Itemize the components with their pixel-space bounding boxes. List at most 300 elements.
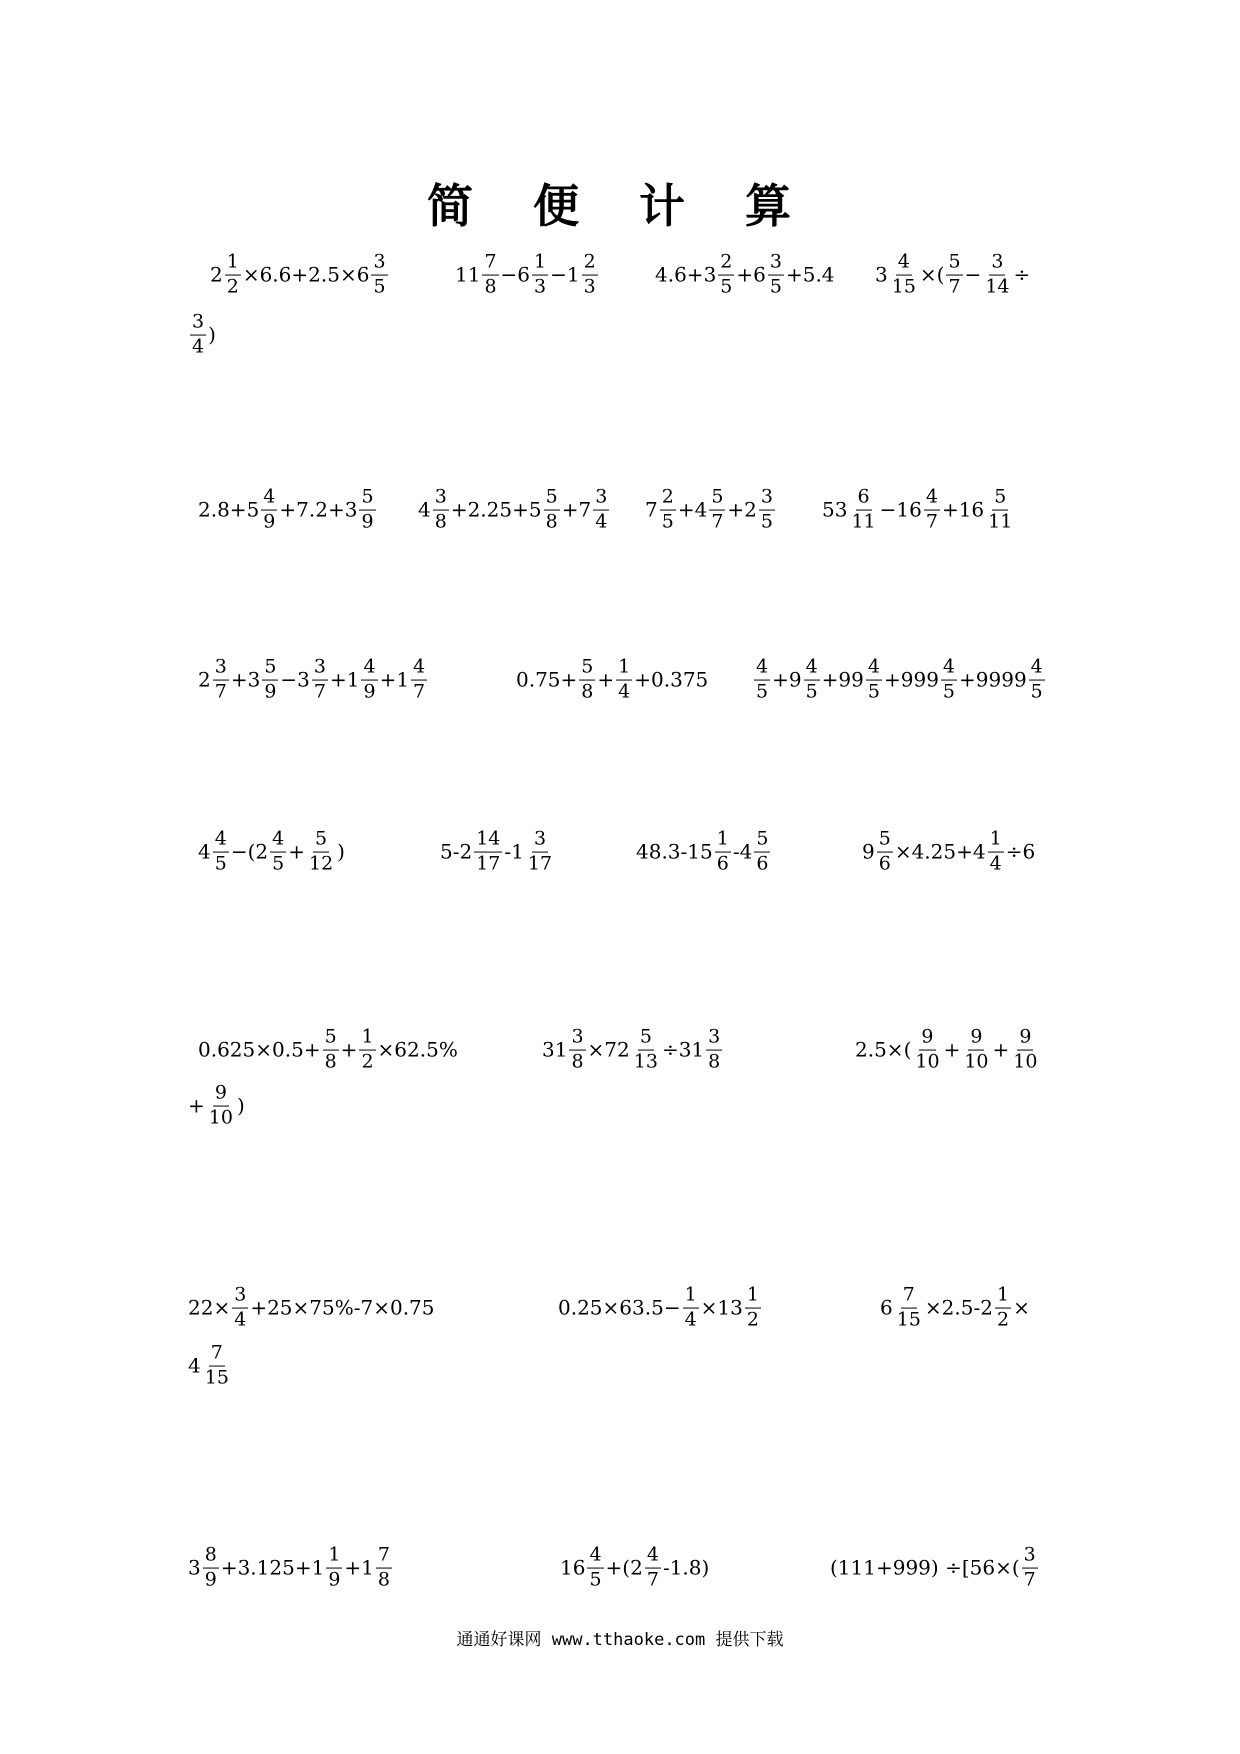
expression-text: ÷: [1013, 263, 1031, 287]
numerator: 4: [896, 253, 912, 276]
expression-text: -4: [732, 840, 753, 864]
numerator: 5: [992, 488, 1008, 511]
fraction: [877, 827, 893, 875]
expression-text: +(2: [605, 1556, 643, 1580]
denominator: 6: [756, 852, 769, 875]
denominator: 6: [878, 852, 891, 875]
numerator: 3: [433, 488, 449, 511]
problem: [198, 655, 429, 703]
numerator: 9: [919, 1028, 935, 1051]
numerator: 9: [213, 1084, 229, 1107]
denominator: 7: [1023, 1568, 1036, 1591]
fraction: [706, 1025, 722, 1073]
denominator: 8: [324, 1050, 337, 1073]
fraction: [616, 655, 632, 703]
numerator: 8: [203, 1546, 219, 1569]
fraction: [709, 485, 725, 533]
expression-text: +: [340, 1038, 358, 1062]
fraction: [323, 1025, 339, 1073]
fraction: [1011, 1025, 1039, 1073]
denominator: 17: [476, 852, 501, 875]
footer-text: 通通好课网 www.tthaoke.com 提供下载: [456, 1630, 784, 1650]
denominator: 5: [661, 510, 674, 533]
fraction: [745, 1283, 761, 1331]
problem: [875, 250, 1031, 298]
denominator: 3: [583, 275, 596, 298]
denominator: 2: [746, 1308, 759, 1331]
denominator: 17: [527, 852, 553, 875]
numerator: 3: [190, 313, 206, 336]
fraction: [986, 485, 1014, 533]
numerator: 3: [593, 488, 609, 511]
fraction: [632, 1025, 660, 1073]
numerator: 5: [638, 1028, 654, 1051]
denominator: 5: [720, 275, 733, 298]
mixed-number: [560, 1543, 606, 1591]
fraction: [203, 1543, 219, 1591]
denominator: 8: [377, 1568, 390, 1591]
expression-text: ×4.25+4: [894, 840, 986, 864]
expression-text: 0.75+: [516, 668, 578, 692]
problem: [198, 485, 378, 533]
expression-text: +9: [772, 668, 802, 692]
expression-text: ×13: [700, 1296, 743, 1320]
mixed-number: [188, 1543, 221, 1591]
page-title: 简 便 计 算: [426, 179, 814, 233]
problem: [880, 1283, 1030, 1331]
whole-part: 7: [645, 498, 658, 522]
expression-text: +16: [941, 498, 985, 522]
numerator: 9: [968, 1028, 984, 1051]
denominator: 2: [226, 275, 239, 298]
expression-text: 48.3-15: [636, 840, 713, 864]
numerator: 1: [532, 253, 548, 276]
expression-text: +: [943, 1038, 961, 1062]
fraction: [526, 827, 554, 875]
mixed-number: [188, 1341, 233, 1389]
numerator: 5: [262, 658, 278, 681]
expression-text: 2.8+5: [198, 498, 260, 522]
problem: [188, 1341, 233, 1389]
whole-part: 16: [560, 1556, 586, 1580]
mixed-number: [880, 1283, 925, 1331]
numerator: 4: [866, 658, 882, 681]
mixed-number: [542, 1025, 588, 1073]
expression-text: +9999: [959, 668, 1027, 692]
numerator: 2: [582, 253, 598, 276]
numerator: 6: [856, 488, 872, 511]
expression-text: +99: [821, 668, 864, 692]
numerator: 5: [359, 488, 375, 511]
expression-text: +1: [344, 1556, 374, 1580]
fraction: [866, 655, 882, 703]
expression-text: +: [288, 840, 305, 864]
problem: [855, 1025, 1041, 1073]
problem: [830, 1543, 1040, 1591]
denominator: 5: [756, 680, 769, 703]
numerator: 4: [754, 658, 770, 681]
denominator: 14: [985, 275, 1010, 298]
numerator: 5: [754, 830, 770, 853]
denominator: 7: [214, 680, 227, 703]
numerator: 5: [313, 830, 329, 853]
fraction: [645, 1543, 661, 1591]
numerator: 5: [877, 830, 893, 853]
expression-text: +0.375: [634, 668, 709, 692]
fraction: [1029, 655, 1045, 703]
expression-text: +: [188, 1094, 205, 1118]
fraction: [759, 485, 775, 533]
numerator: 5: [323, 1028, 339, 1051]
denominator: 8: [708, 1050, 721, 1073]
numerator: 1: [745, 1286, 761, 1309]
denominator: 10: [964, 1050, 989, 1073]
expression-text: −16: [879, 498, 922, 522]
numerator: 7: [482, 253, 498, 276]
denominator: 5: [373, 275, 386, 298]
problem: [822, 485, 1016, 533]
denominator: 4: [234, 1308, 247, 1331]
expression-text: -1: [504, 840, 524, 864]
fraction: [804, 655, 820, 703]
problem: [542, 1025, 724, 1073]
denominator: 13: [633, 1050, 658, 1073]
fraction: [326, 1543, 342, 1591]
expression-text: ): [236, 1094, 245, 1118]
denominator: 4: [618, 680, 631, 703]
numerator: 1: [683, 1286, 699, 1309]
fraction: [207, 1081, 235, 1129]
mixed-number: [862, 827, 895, 875]
expression-text: ): [337, 840, 345, 864]
expression-text: −: [964, 263, 982, 287]
fraction: [433, 485, 449, 533]
expression-text: +: [992, 1038, 1010, 1062]
whole-part: 4: [198, 840, 211, 864]
problem: [210, 250, 390, 298]
denominator: 5: [589, 1568, 602, 1591]
problem: [636, 827, 772, 875]
expression-text: +1: [329, 668, 360, 692]
expression-text: +: [597, 668, 615, 692]
numerator: 2: [718, 253, 734, 276]
denominator: 4: [595, 510, 608, 533]
numerator: 1: [359, 1028, 375, 1051]
fraction: [232, 1283, 248, 1331]
mixed-number: [455, 250, 501, 298]
numerator: 5: [709, 488, 725, 511]
expression-text: +1: [379, 668, 410, 692]
expression-text: +2.25+5: [450, 498, 542, 522]
numerator: 4: [804, 658, 820, 681]
fraction: [262, 655, 278, 703]
mixed-number: [418, 485, 451, 533]
numerator: 1: [995, 1286, 1011, 1309]
numerator: 5: [946, 253, 962, 276]
numerator: 3: [989, 253, 1005, 276]
numerator: 1: [225, 253, 241, 276]
expression-text: ×72: [587, 1038, 630, 1062]
numerator: 1: [616, 658, 632, 681]
whole-part: 31: [542, 1038, 568, 1062]
fraction: [411, 655, 427, 703]
numerator: 4: [270, 830, 286, 853]
fraction: [361, 655, 377, 703]
numerator: 5: [579, 658, 595, 681]
denominator: 11: [851, 510, 876, 533]
expression-text: +3: [230, 668, 261, 692]
expression-text: ×(: [919, 263, 945, 287]
fraction: [225, 250, 241, 298]
expression-text: ×6.6+2.5×6: [242, 263, 370, 287]
whole-part: 3: [875, 263, 888, 287]
fraction: [995, 1283, 1011, 1331]
fraction: [983, 250, 1011, 298]
numerator: 1: [988, 830, 1004, 853]
denominator: 8: [434, 510, 447, 533]
problem: [418, 485, 611, 533]
expression-text: ×62.5%: [377, 1038, 458, 1062]
fraction: [261, 485, 277, 533]
denominator: 7: [313, 680, 326, 703]
denominator: 5: [769, 275, 782, 298]
whole-part: 2: [210, 263, 223, 287]
whole-part: 3: [188, 1556, 201, 1580]
fraction: [913, 1025, 941, 1073]
fraction: [988, 827, 1004, 875]
fraction: [715, 827, 731, 875]
denominator: 6: [716, 852, 729, 875]
fraction: [312, 655, 328, 703]
denominator: 15: [896, 1308, 921, 1331]
numerator: 3: [768, 253, 784, 276]
denominator: 4: [684, 1308, 697, 1331]
expression-text: 4.6+3: [655, 263, 717, 287]
fraction: [587, 1543, 603, 1591]
numerator: 4: [941, 658, 957, 681]
expression-text: (111+999) ÷[56×(: [830, 1556, 1020, 1580]
fraction: [270, 827, 286, 875]
problem: [862, 827, 1036, 875]
problem: [198, 1025, 458, 1073]
denominator: 5: [1030, 680, 1043, 703]
numerator: 4: [261, 488, 277, 511]
denominator: 8: [581, 680, 594, 703]
expression-text: 2.5×(: [855, 1038, 912, 1062]
denominator: 5: [272, 852, 285, 875]
denominator: 2: [996, 1308, 1010, 1331]
fraction: [768, 250, 784, 298]
denominator: 7: [646, 1568, 659, 1591]
expression-text: 22×: [188, 1296, 231, 1320]
denominator: 3: [534, 275, 547, 298]
expression-text: +7.2+3: [279, 498, 358, 522]
denominator: 4: [989, 852, 1002, 875]
problem: [752, 655, 1047, 703]
denominator: 8: [545, 510, 558, 533]
problem: [188, 310, 216, 358]
expression-text: 0.25×63.5−: [558, 1296, 681, 1320]
fraction: [754, 655, 770, 703]
numerator: 1: [326, 1546, 342, 1569]
fraction: [190, 310, 206, 358]
fraction: [359, 1025, 375, 1073]
fraction: [532, 250, 548, 298]
expression-text: -1.8): [662, 1556, 710, 1580]
numerator: 3: [371, 253, 387, 276]
denominator: 4: [192, 335, 205, 358]
mixed-number: [210, 250, 243, 298]
mixed-number: [645, 485, 678, 533]
fraction: [890, 250, 918, 298]
denominator: 9: [264, 680, 277, 703]
denominator: 15: [891, 275, 916, 298]
expression-text: ×2.5-2: [924, 1296, 993, 1320]
fraction: [849, 485, 877, 533]
expression-text: +6: [736, 263, 766, 287]
whole-part: 9: [862, 840, 875, 864]
fraction: [582, 250, 598, 298]
problem: [188, 1081, 245, 1129]
denominator: 10: [915, 1050, 940, 1073]
mixed-number: [198, 655, 231, 703]
expression-text: 5-2: [440, 840, 473, 864]
numerator: 7: [901, 1286, 917, 1309]
denominator: 5: [942, 680, 956, 703]
mixed-number: [875, 250, 920, 298]
numerator: 4: [361, 658, 377, 681]
fraction: [941, 655, 957, 703]
numerator: 4: [1029, 658, 1045, 681]
problem: [516, 655, 709, 703]
whole-part: 6: [880, 1296, 893, 1320]
numerator: 1: [715, 830, 731, 853]
denominator: 12: [308, 852, 334, 875]
fraction: [895, 1283, 923, 1331]
numerator: 7: [376, 1546, 392, 1569]
fraction: [203, 1341, 231, 1389]
problem: [188, 1283, 435, 1331]
expression-text: ): [208, 323, 216, 347]
denominator: 7: [413, 680, 426, 703]
denominator: 9: [204, 1568, 217, 1591]
problem: [558, 1283, 763, 1331]
denominator: 9: [361, 510, 374, 533]
fraction: [482, 250, 498, 298]
whole-part: 4: [188, 1354, 201, 1378]
expression-text: +25×75%-7×0.75: [250, 1296, 435, 1320]
denominator: 5: [214, 852, 227, 875]
fraction: [359, 485, 375, 533]
denominator: 11: [988, 510, 1013, 533]
fraction: [593, 485, 609, 533]
numerator: 3: [232, 1286, 248, 1309]
numerator: 14: [474, 830, 502, 853]
fraction: [544, 485, 560, 533]
mixed-number: [822, 485, 880, 533]
problem: [645, 485, 777, 533]
denominator: 9: [263, 510, 276, 533]
denominator: 8: [571, 1050, 584, 1073]
expression-text: −6: [500, 263, 531, 287]
fraction: [946, 250, 962, 298]
whole-part: 53: [822, 498, 848, 522]
problem: [560, 1543, 710, 1591]
problem: [198, 827, 345, 875]
expression-text: ×: [1013, 1296, 1030, 1320]
fraction: [213, 655, 229, 703]
expression-text: ÷31: [661, 1038, 705, 1062]
denominator: 10: [1013, 1050, 1038, 1073]
whole-part: 11: [455, 263, 481, 287]
numerator: 3: [213, 658, 229, 681]
fraction: [962, 1025, 990, 1073]
numerator: 4: [924, 488, 940, 511]
fraction: [660, 485, 676, 533]
problem: [188, 1543, 394, 1591]
fraction: [1022, 1543, 1038, 1591]
denominator: 7: [711, 510, 724, 533]
numerator: 3: [759, 488, 775, 511]
expression-text: 0.625×0.5+: [198, 1038, 321, 1062]
expression-text: −3: [280, 668, 310, 692]
numerator: 4: [411, 658, 427, 681]
numerator: 4: [213, 830, 229, 853]
fraction: [924, 485, 940, 533]
denominator: 15: [204, 1366, 229, 1389]
fraction: [307, 827, 335, 875]
denominator: 2: [361, 1050, 374, 1073]
denominator: 10: [208, 1106, 233, 1129]
numerator: 9: [1017, 1028, 1033, 1051]
expression-text: −1: [550, 263, 580, 287]
problem: [455, 250, 600, 298]
fraction: [213, 827, 229, 875]
numerator: 7: [209, 1344, 225, 1367]
fraction: [579, 655, 595, 703]
numerator: 3: [532, 830, 548, 853]
expression-text: −(2: [230, 840, 269, 864]
fraction: [718, 250, 734, 298]
expression-text: +4: [677, 498, 708, 522]
fraction: [754, 827, 770, 875]
denominator: 9: [363, 680, 376, 703]
expression-text: +2: [727, 498, 757, 522]
numerator: 3: [706, 1028, 722, 1051]
numerator: 3: [569, 1028, 585, 1051]
denominator: 7: [948, 275, 961, 298]
expression-text: ÷6: [1005, 840, 1036, 864]
denominator: 5: [805, 680, 818, 703]
numerator: 4: [587, 1546, 603, 1569]
denominator: 7: [925, 510, 938, 533]
fraction: [371, 250, 387, 298]
numerator: 2: [660, 488, 676, 511]
whole-part: 4: [418, 498, 431, 522]
denominator: 8: [484, 275, 497, 298]
fraction: [376, 1543, 392, 1591]
numerator: 3: [1022, 1546, 1038, 1569]
numerator: 3: [312, 658, 328, 681]
numerator: 5: [544, 488, 560, 511]
fraction: [569, 1025, 585, 1073]
expression-text: +3.125+1: [220, 1556, 325, 1580]
expression-text: +7: [561, 498, 592, 522]
mixed-number: [198, 827, 231, 875]
expression-text: +999: [883, 668, 939, 692]
numerator: 4: [645, 1546, 661, 1569]
denominator: 9: [328, 1568, 341, 1591]
